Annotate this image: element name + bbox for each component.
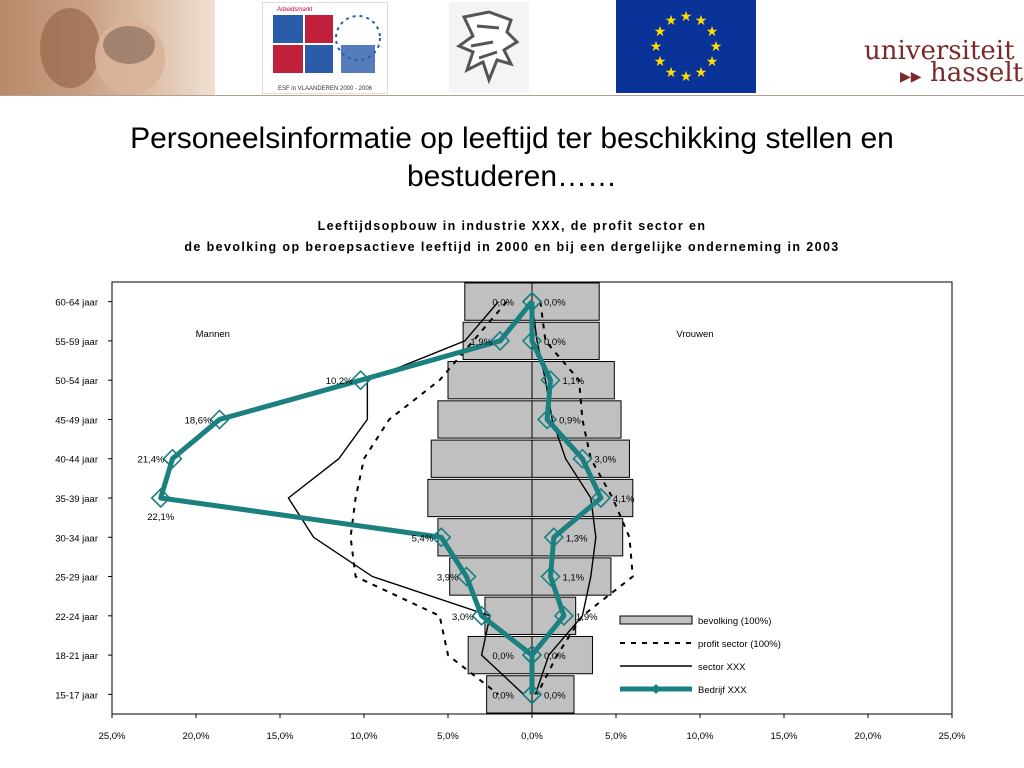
data-label-men: 21,4% [137, 454, 165, 466]
bar-men [450, 558, 532, 595]
eu-star-icon: ★ [664, 13, 678, 30]
data-label-women: 0,0% [544, 336, 566, 348]
data-label-men: 0,0% [492, 651, 514, 663]
eu-star-icon: ★ [679, 69, 693, 85]
data-label-women: 1,1% [562, 572, 585, 584]
chart-title-line1: Leeftijdsopbouw in industrie XXX, de profit sector en [317, 219, 707, 233]
y-tick-label: 22-24 jaar [55, 611, 98, 623]
x-tick-label: 10,0% [350, 731, 378, 742]
data-label-women: 3,0% [594, 454, 617, 466]
data-label-men: 1,9% [470, 336, 493, 348]
legend-swatch-bar [620, 616, 692, 624]
bar-men [448, 362, 532, 399]
data-label-men: 10,2% [325, 376, 353, 388]
y-tick-label: 40-44 jaar [55, 454, 98, 466]
x-tick-label: 20,0% [854, 731, 882, 742]
y-tick-label: 50-54 jaar [55, 376, 98, 388]
data-label-women: 0,0% [544, 297, 566, 309]
x-tick-label: 5,0% [437, 731, 459, 742]
data-label-women: 4,1% [612, 494, 635, 505]
bar-men [428, 479, 532, 516]
data-label-men: 22,1% [147, 512, 175, 523]
eu-star-icon: ★ [679, 9, 693, 25]
eu-star-icon: ★ [664, 64, 678, 81]
uh-logo-line2: hasselt [930, 58, 1024, 88]
data-label-men: 3,9% [436, 572, 459, 584]
eu-star-icon: ★ [705, 54, 719, 70]
legend-label: sector XXX [698, 662, 746, 673]
data-label-men: 0,0% [492, 297, 514, 309]
bar-men [431, 440, 532, 477]
eu-star-icon: ★ [694, 13, 708, 30]
x-tick-label: 15,0% [266, 731, 294, 742]
eu-star-icon: ★ [653, 54, 667, 70]
eu-star-icon: ★ [705, 24, 719, 40]
x-tick-label: 25,0% [938, 731, 966, 742]
data-label-men: 18,6% [184, 415, 212, 427]
legend-marker-icon [651, 684, 661, 694]
eu-star-icon: ★ [694, 64, 708, 81]
eu-star-icon: ★ [649, 39, 663, 55]
x-tick-label: 15,0% [770, 731, 798, 742]
data-label-men: 3,0% [451, 611, 474, 623]
y-tick-label: 25-29 jaar [55, 572, 98, 584]
x-tick-label: 20,0% [182, 731, 210, 742]
y-tick-label: 45-49 jaar [55, 415, 98, 427]
uh-logo-line1: universiteit [864, 36, 1015, 66]
legend-label: profit sector (100%) [698, 639, 781, 650]
eu-star-icon: ★ [709, 39, 723, 55]
y-tick-label: 35-39 jaar [55, 494, 98, 505]
data-label-women: 1,1% [562, 376, 585, 388]
eu-star-icon: ★ [653, 24, 667, 40]
data-label-women: 1,3% [565, 533, 588, 545]
data-label-women: 0,9% [559, 415, 581, 427]
y-tick-label: 60-64 jaar [55, 297, 98, 309]
y-tick-label: 15-17 jaar [55, 690, 98, 702]
data-label-women: 1,9% [575, 611, 598, 623]
legend [620, 616, 781, 696]
panel-label-women: Vrouwen [676, 329, 714, 340]
x-tick-label: 10,0% [686, 731, 714, 742]
bar-men [485, 597, 532, 634]
y-tick-label: 18-21 jaar [55, 651, 98, 663]
legend-label: bevolking (100%) [698, 616, 772, 627]
legend-label: Bedrijf XXX [698, 685, 747, 696]
panel-label-men: Mannen [195, 329, 230, 340]
slide-title: Personeelsinformatie op leeftijd ter beschikking stellen en bestuderen…… [130, 122, 894, 193]
y-tick-label: 55-59 jaar [55, 336, 98, 348]
x-tick-label: 5,0% [605, 731, 627, 742]
data-label-men: 0,0% [492, 690, 514, 702]
data-label-women: 0,0% [544, 690, 566, 702]
y-tick-label: 30-34 jaar [55, 533, 98, 545]
data-label-men: 5,4% [411, 533, 434, 545]
uh-arrows-icon: ▶▶ [900, 68, 922, 84]
data-label-women: 0,0% [544, 651, 566, 663]
x-tick-label: 25,0% [98, 731, 126, 742]
esf-logo-text: Arbeidsmarkt [277, 7, 313, 13]
bar-men [438, 401, 532, 438]
esf-caption: ESF in VLAANDEREN 2000 - 2006 [277, 86, 373, 92]
chart-title-line2: de bevolking op beroepsactieve leeftijd in 2000 en bij een dergelijke onderneming in 2003 [184, 240, 840, 254]
x-tick-label: 0,0% [521, 731, 543, 742]
